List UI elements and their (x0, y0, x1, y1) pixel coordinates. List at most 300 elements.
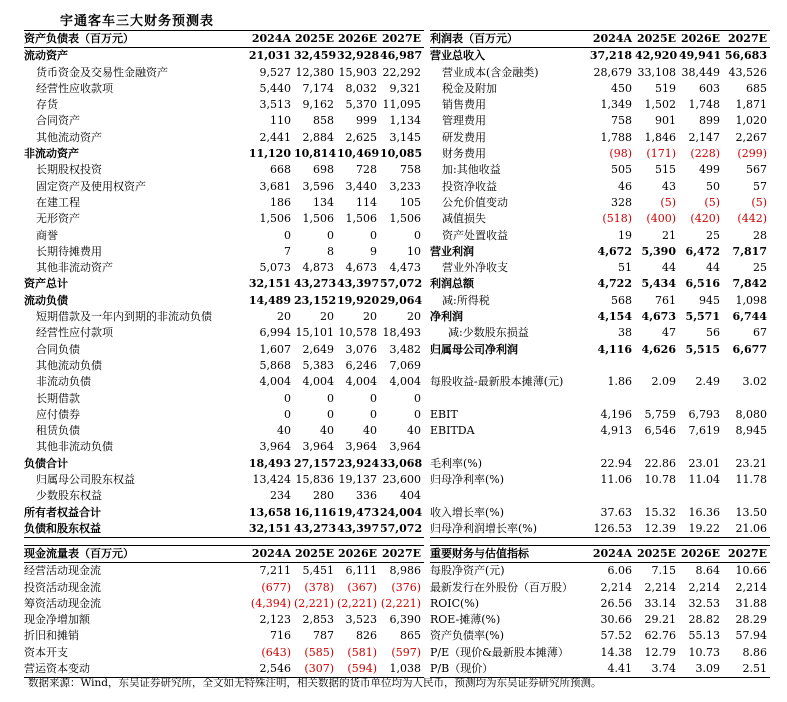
cell-value: 0 (414, 407, 421, 421)
row-label: 经营活动现金流 (24, 564, 101, 578)
cell-value: 24,004 (380, 505, 423, 519)
cell-value: 12,380 (295, 65, 334, 79)
cell-value: 6,793 (688, 407, 720, 421)
income-statement-row (430, 244, 770, 260)
row-label: 营运资本变动 (24, 661, 248, 678)
cell-value: 3,596 (302, 179, 334, 193)
cell-value: 13,424 (252, 473, 291, 487)
row-label: 归母净利润增长率(%) (430, 521, 588, 538)
row-label: 投资活动现金流 (24, 580, 101, 594)
income-statement-row (430, 325, 770, 341)
cell-value: 603 (699, 81, 720, 95)
cell-value: 19,920 (337, 293, 380, 307)
row-label: 最新发行在外股份（百万股） (430, 580, 573, 594)
cell-value: 11.06 (600, 473, 632, 487)
cell-value: (5) (704, 195, 720, 209)
cell-value: 0 (284, 407, 291, 421)
balance-sheet-row (24, 276, 424, 292)
cell-value: 23.21 (735, 456, 767, 470)
key-metrics-row (430, 645, 770, 661)
cell-value: 0 (284, 228, 291, 242)
row-label: 无形资产 (36, 212, 80, 226)
row-label: 资产负债率(%) (430, 629, 505, 643)
row-label: 资产处置收益 (442, 228, 508, 242)
cell-value: 1,506 (389, 212, 421, 226)
cell-value: 14,489 (248, 293, 291, 307)
cash-flow-row (24, 596, 424, 612)
cell-value: (299) (737, 147, 767, 161)
cell-value: 1,607 (259, 342, 291, 356)
cell-value: 515 (655, 163, 676, 177)
cell-value: 7,842 (732, 277, 767, 291)
income-statement-row (430, 97, 770, 113)
row-label: 每股收益-最新股本摊薄(元) (430, 375, 564, 389)
key-metrics-row (430, 596, 770, 612)
cell-value: 2,884 (302, 130, 334, 144)
cell-value: (643) (261, 645, 291, 659)
cell-value: 23,600 (382, 473, 421, 487)
balance-sheet-row (24, 146, 424, 162)
cell-value: 1,506 (259, 212, 291, 226)
income-statement-row (430, 391, 770, 407)
row-label: 减:所得税 (442, 293, 490, 307)
cash-flow-row (24, 580, 424, 596)
cell-value: 2,267 (735, 130, 767, 144)
cell-value: 2,649 (302, 342, 334, 356)
cell-value: 5,370 (345, 98, 377, 112)
cell-value: 0 (327, 228, 334, 242)
cell-value: (4,394) (250, 596, 291, 610)
income-statement-row (430, 456, 770, 472)
cell-value: 4,473 (389, 261, 421, 275)
cell-value: 43,273 (294, 277, 337, 291)
cell-value: 16.36 (688, 505, 720, 519)
cell-value (588, 358, 635, 374)
cell-value: 519 (655, 81, 676, 95)
cell-value: 6,246 (345, 358, 377, 372)
cell-value: (677) (261, 580, 291, 594)
cell-value: 1,020 (735, 114, 767, 128)
cell-value: 7,619 (688, 424, 720, 438)
balance-sheet-table (24, 30, 424, 538)
row-label: ROE-摊薄(%) (430, 613, 501, 627)
balance-sheet-row (24, 162, 424, 178)
cell-value: 10.73 (688, 645, 720, 659)
row-label: 合同资产 (36, 114, 80, 128)
cell-value: 2,214 (644, 580, 676, 594)
cell-value (588, 391, 635, 407)
cell-value: 4,116 (597, 342, 632, 356)
cell-value: 761 (655, 293, 676, 307)
balance-sheet-row (24, 81, 424, 97)
cell-value (588, 439, 635, 455)
balance-sheet-row (24, 113, 424, 129)
row-label: 应付债券 (36, 407, 80, 421)
balance-sheet-row (24, 358, 424, 374)
cell-value: 2.51 (723, 661, 770, 678)
balance-sheet-row (24, 130, 424, 146)
balance-sheet-row (24, 211, 424, 227)
cell-value: 5,440 (259, 81, 291, 95)
cell-value: 43,397 (337, 277, 380, 291)
cell-value: 5,515 (685, 342, 720, 356)
row-label: 其他流动资产 (36, 130, 102, 144)
cell-value: 3,076 (345, 342, 377, 356)
balance-sheet-row (24, 407, 424, 423)
cell-value: 899 (699, 114, 720, 128)
cell-value (679, 358, 723, 374)
cell-value: 22.86 (644, 456, 676, 470)
row-label: 流动资产 (24, 49, 68, 63)
cell-value: 4,004 (259, 375, 291, 389)
row-label: 营业总收入 (430, 49, 485, 63)
cell-value: 865 (400, 629, 421, 643)
cell-value: 758 (611, 114, 632, 128)
balance-sheet-row (24, 97, 424, 113)
cash-flow-row (24, 645, 424, 661)
cell-value: 568 (611, 293, 632, 307)
cell-value: 13,658 (248, 505, 291, 519)
column-header: 2024A (588, 546, 635, 563)
balance-sheet-row (24, 374, 424, 390)
cell-value: 0 (284, 391, 291, 405)
cell-value: 43 (662, 179, 676, 193)
cell-value: 23,152 (294, 293, 337, 307)
cell-value (635, 488, 679, 504)
table-title: 现金流量表（百万元） (24, 546, 248, 563)
income-statement-row (430, 48, 770, 65)
cell-value: 6,677 (732, 342, 767, 356)
cell-value: 20 (277, 310, 291, 324)
income-statement-row (430, 374, 770, 390)
cell-value: 18,493 (382, 326, 421, 340)
cell-value: 29.21 (644, 613, 676, 627)
row-label: 营业利润 (430, 244, 474, 258)
cell-value: 2,214 (688, 580, 720, 594)
row-label: 销售费用 (442, 98, 486, 112)
row-label: 长期借款 (36, 391, 80, 405)
income-statement-row (430, 179, 770, 195)
table-title: 重要财务与估值指标 (430, 546, 588, 563)
row-label (430, 488, 588, 504)
income-statement-row (430, 358, 770, 374)
cell-value: 32.53 (688, 596, 720, 610)
row-label: 少数股东权益 (36, 489, 102, 503)
row-label: 在建工程 (36, 195, 80, 209)
cell-value: 31.88 (735, 596, 767, 610)
cash-flow-table (24, 545, 424, 678)
row-label: 商誉 (36, 228, 58, 242)
cell-value: 698 (313, 163, 334, 177)
cell-value: 37.63 (600, 505, 632, 519)
cell-value: 18,493 (248, 456, 291, 470)
row-label: 存货 (36, 98, 58, 112)
cell-value: 46,987 (380, 49, 423, 63)
income-statement-row (430, 276, 770, 292)
row-label: 其他非流动资产 (36, 261, 113, 275)
cell-value: 3,513 (259, 98, 291, 112)
row-label: 归母净利率(%) (430, 473, 505, 487)
cell-value: 62.76 (644, 629, 676, 643)
cell-value: 4,196 (600, 407, 632, 421)
cell-value: 19,137 (338, 473, 377, 487)
cell-value: 15,836 (295, 473, 334, 487)
cell-value: 8,032 (345, 81, 377, 95)
balance-sheet-row (24, 456, 424, 472)
balance-sheet-row (24, 48, 424, 65)
income-statement-table (430, 30, 770, 538)
row-label: 经营性应付款项 (36, 326, 113, 340)
cell-value: 51 (618, 261, 632, 275)
row-label: 营业外净收支 (442, 261, 508, 275)
row-label: 长期股权投资 (36, 163, 102, 177)
cell-value: 7 (284, 244, 291, 258)
cell-value: 13.50 (735, 505, 767, 519)
cell-value: 3.09 (679, 661, 723, 678)
row-label: P/B（现价） (430, 661, 588, 678)
page-title: 宇通客车三大财务预测表 (60, 14, 215, 29)
balance-sheet-row (24, 505, 424, 521)
cell-value: 29,064 (380, 293, 423, 307)
cell-value: (420) (690, 212, 720, 226)
table-title: 利润表（百万元） (430, 31, 588, 48)
cell-value: 787 (313, 629, 334, 643)
cell-value: 26.56 (600, 596, 632, 610)
row-label: 减:少数股东损益 (448, 326, 529, 340)
row-label: 资产总计 (24, 277, 68, 291)
cell-value: 0 (370, 407, 377, 421)
row-label: 财务费用 (442, 147, 486, 161)
row-label: 营业成本(含金融类) (442, 65, 539, 79)
source-note: 数据来源：Wind，东吴证券研究所，全文如无特殊注明，相关数据的货币单位均为人民币，预测均为东吴证券研究所预测。 (28, 677, 602, 689)
cell-value: 19.22 (679, 521, 723, 538)
cell-value: 28 (753, 228, 767, 242)
income-statement-row (430, 472, 770, 488)
cell-value: 4,722 (597, 277, 632, 291)
cell-value: 49,941 (679, 49, 722, 63)
row-label: EBIT (430, 407, 458, 421)
cell-value: 10,578 (338, 326, 377, 340)
cell-value: 10.66 (735, 564, 767, 578)
cell-value: 7,817 (732, 244, 767, 258)
balance-sheet-row (24, 309, 424, 325)
cell-value: (594) (337, 661, 380, 678)
balance-sheet-row (24, 472, 424, 488)
balance-sheet-row (24, 260, 424, 276)
cell-value: 716 (270, 629, 291, 643)
row-label (430, 358, 588, 374)
cell-value: (98) (609, 147, 632, 161)
cell-value: 134 (313, 195, 334, 209)
cell-value: 186 (270, 195, 291, 209)
cell-value: 5,434 (641, 277, 676, 291)
column-header: 2026E (337, 546, 380, 563)
cell-value: 1,098 (735, 293, 767, 307)
cell-value: 40 (277, 424, 291, 438)
cell-value: 10 (407, 244, 421, 258)
cell-value: 3.02 (742, 375, 767, 389)
cell-value (723, 391, 770, 407)
cell-value: 1,506 (345, 212, 377, 226)
row-label: 合同负债 (36, 342, 80, 356)
row-label: 折旧和摊销 (24, 629, 79, 643)
cell-value: 6,744 (732, 310, 767, 324)
cell-value: 280 (313, 489, 334, 503)
income-statement-row (430, 439, 770, 455)
cell-value: 4,154 (597, 310, 632, 324)
column-header: 2027E (723, 546, 770, 563)
cell-value: 1,502 (644, 98, 676, 112)
cell-value: 1,038 (380, 661, 424, 678)
cell-value: 1,349 (600, 98, 632, 112)
income-statement-row (430, 505, 770, 521)
cell-value: 114 (356, 195, 377, 209)
cell-value: 6,994 (259, 326, 291, 340)
cell-value: 57,072 (380, 521, 424, 538)
row-label: 现金净增加额 (24, 613, 90, 627)
cell-value: (171) (646, 147, 676, 161)
row-label (430, 391, 588, 407)
row-label: 加:其他收益 (442, 163, 501, 177)
cell-value: 10,085 (380, 147, 423, 161)
row-label: 短期借款及一年内到期的非流动负债 (36, 310, 212, 324)
row-label: 所有者权益合计 (24, 505, 101, 519)
cell-value: 685 (746, 81, 767, 95)
income-statement-row (430, 228, 770, 244)
cell-value: (585) (304, 645, 334, 659)
cell-value: 25 (753, 261, 767, 275)
cell-value: 3.74 (635, 661, 679, 678)
cell-value: 10,814 (294, 147, 337, 161)
cell-value: 8.86 (742, 645, 767, 659)
row-label: 货币资金及交易性金融资产 (36, 65, 168, 79)
income-statement-row (430, 423, 770, 439)
cell-value: 33,068 (380, 456, 423, 470)
cell-value: 3,964 (389, 440, 421, 454)
row-label: 归属母公司净利润 (430, 342, 518, 356)
cell-value: 38 (618, 326, 632, 340)
income-statement-row (430, 309, 770, 325)
row-label: 长期待摊费用 (36, 244, 102, 258)
column-header: 2025E (294, 31, 337, 48)
cell-value: 20 (320, 310, 334, 324)
header-row (430, 546, 770, 563)
cell-value: 9,527 (259, 65, 291, 79)
income-statement-row (430, 407, 770, 423)
balance-sheet-row (24, 342, 424, 358)
cell-value: 56 (706, 326, 720, 340)
cell-value: 12.39 (635, 521, 679, 538)
cell-value: 57.52 (600, 629, 632, 643)
column-header: 2024A (588, 31, 635, 48)
cell-value: 47 (662, 326, 676, 340)
income-statement-row (430, 195, 770, 211)
cell-value: 1.86 (607, 375, 632, 389)
cell-value: 43,397 (337, 521, 380, 538)
cell-value: 16,116 (294, 505, 337, 519)
income-statement-row (430, 130, 770, 146)
cell-value: 7,211 (259, 564, 291, 578)
balance-sheet-row (24, 423, 424, 439)
cell-value: 336 (356, 489, 377, 503)
cell-value: 50 (706, 179, 720, 193)
cell-value: 40 (320, 424, 334, 438)
cell-value: 56,683 (724, 49, 767, 63)
cell-value: (581) (347, 645, 377, 659)
cell-value: 30.66 (600, 613, 632, 627)
cell-value: 5,073 (259, 261, 291, 275)
income-statement-row (430, 293, 770, 309)
row-label: 利润总额 (430, 277, 474, 291)
row-label: P/E（现价&最新股本摊薄） (430, 645, 569, 659)
cell-value: 23,924 (337, 456, 380, 470)
cell-value: 6,546 (644, 424, 676, 438)
cash-flow-row (24, 563, 424, 580)
cell-value: 728 (356, 163, 377, 177)
header-row (24, 546, 424, 563)
cell-value: 20 (407, 310, 421, 324)
key-metrics-row (430, 563, 770, 580)
cell-value: 14.38 (600, 645, 632, 659)
cell-value: 4,004 (345, 375, 377, 389)
row-label: 流动负债 (24, 293, 68, 307)
balance-sheet-row (24, 391, 424, 407)
cell-value: 2,625 (345, 130, 377, 144)
balance-sheet-row (24, 293, 424, 309)
header-row (24, 31, 424, 48)
cell-value: 858 (313, 114, 334, 128)
cell-value: 21,031 (248, 49, 291, 63)
cell-value: 4,873 (302, 261, 334, 275)
row-label: 固定资产及使用权资产 (36, 179, 146, 193)
key-metrics-row (430, 580, 770, 596)
cell-value: 37,218 (589, 49, 632, 63)
row-label: 负债和股东权益 (24, 521, 248, 538)
cell-value: 4.41 (588, 661, 635, 678)
column-header: 2027E (723, 31, 770, 48)
cell-value: 21.06 (723, 521, 770, 538)
cell-value: 33,108 (637, 65, 676, 79)
cell-value: 826 (356, 629, 377, 643)
column-header: 2025E (294, 546, 337, 563)
row-label: 其他流动负债 (36, 358, 102, 372)
cell-value (588, 488, 635, 504)
cell-value: 19,473 (337, 505, 380, 519)
cell-value: 10,469 (337, 147, 380, 161)
cell-value: 19 (618, 228, 632, 242)
income-statement-row (430, 146, 770, 162)
cell-value: 1,748 (688, 98, 720, 112)
cell-value: 11.04 (688, 473, 720, 487)
cell-value: 4,913 (600, 424, 632, 438)
income-statement-row (430, 113, 770, 129)
row-label: 公允价值变动 (442, 195, 508, 209)
cell-value: 1,788 (600, 130, 632, 144)
cell-value: 3,482 (389, 342, 421, 356)
cell-value: 3,233 (389, 179, 421, 193)
cell-value: (367) (347, 580, 377, 594)
cell-value: 2,853 (302, 613, 334, 627)
cell-value: 9,321 (389, 81, 421, 95)
balance-sheet-row (24, 228, 424, 244)
row-label: 经营性应收款项 (36, 81, 113, 95)
cell-value: 0 (414, 228, 421, 242)
cell-value: 4,004 (302, 375, 334, 389)
row-label: ROIC(%) (430, 596, 480, 610)
cell-value: 668 (270, 163, 291, 177)
cell-value: 11,095 (382, 98, 421, 112)
cell-value (635, 391, 679, 407)
